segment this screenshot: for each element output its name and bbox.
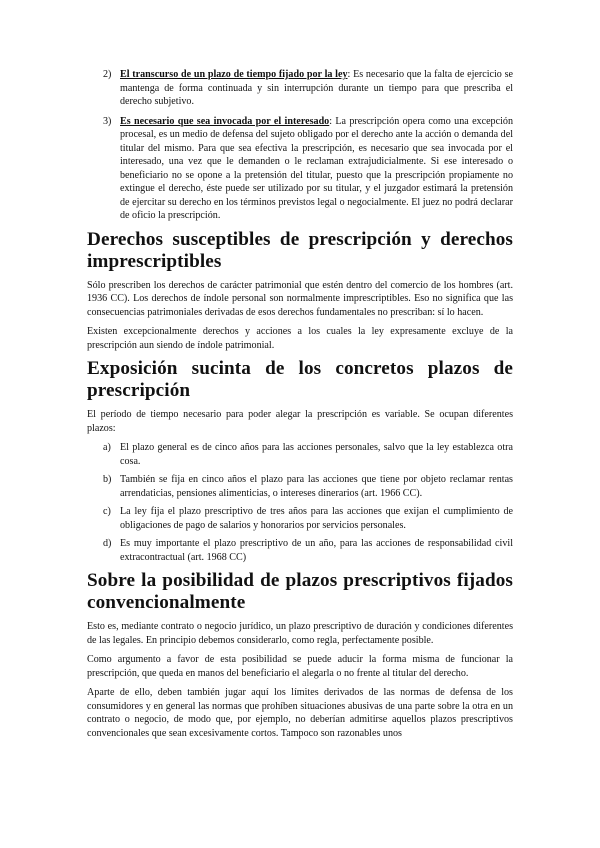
paragraph: Aparte de ello, deben también jugar aquí los límites derivados de las normas de defensa de los consumidores y en general las normas que prohíben situaciones abusivas de una parte sobre la otra en un contrato o negocio, de modo que, por ejemplo, no deberían admitirse aquellos plazos prescriptivos convencionales que sean excesivamente cortos. Tampoco son razonables unos	[87, 687, 513, 739]
section-heading-plazos: Exposición sucinta de los concretos plazos de prescripción	[87, 358, 513, 401]
item-number: 3)	[103, 115, 112, 127]
item-title: El transcurso de un plazo de tiempo fijado por la ley	[120, 69, 348, 80]
paragraph: Sólo prescriben los derechos de carácter patrimonial que estén dentro del comercio de los hombres (art. 1936 CC). Los derechos de índole personal son normalmente imprescriptibles. Eso no significa que las consecuencias patrimoniales derivadas de esos derechos fundamentales no prescriban: sí lo hacen.	[87, 279, 513, 318]
section-heading-convencionales: Sobre la posibilidad de plazos prescriptivos fijados convencionalmente	[87, 570, 513, 613]
item-letter: a)	[103, 442, 111, 453]
item-text: Es muy importante el plazo prescriptivo de un año, para las acciones de responsabilidad civil extracontractual (art. 1968 CC)	[120, 538, 513, 563]
item-letter: d)	[103, 538, 112, 549]
requirements-list	[87, 68, 513, 223]
list-item	[87, 441, 513, 468]
item-letter: c)	[103, 506, 111, 517]
paragraph: Existen excepcionalmente derechos y acciones a los cuales la ley expresamente excluye de la prescripción aun siendo de índole patrimonial.	[87, 326, 513, 351]
item-text: : Es necesario que la falta de ejercicio se mantenga de forma continuada y sin interrupción durante un tiempo para que prescriba el derecho subjetivo.	[120, 69, 513, 107]
item-text: También se fija en cinco años el plazo para las acciones que tiene por objeto reclamar rentas arrendaticias, pensiones alimenticias, o intereses dinerarios (art. 1966 CC).	[120, 474, 513, 499]
item-text: La ley fija el plazo prescriptivo de tres años para las acciones que exijan el cumplimiento de obligaciones de pago de salarios y honorarios por servicios personales.	[120, 506, 513, 531]
item-number: 2)	[103, 69, 112, 80]
item-text: : La prescripción opera como una excepción procesal, es un medio de defensa del sujeto obligado por el derecho ante la acción o demanda del titular del mismo. Para que sea efectiva la prescripción, es necesario que sea invocada por el interesado, una vez que le demanden o le reclaman extrajudicialmente. Si ese interesado o beneficiario no se opone a la pretensión del titular, puesto que la prescripción propiamente no extingue el derecho, éste puede ser utilizado por su titular, y el juzgador estimará la pretensión de ejercitar su derecho en los términos previstos legal o negocialmente. El juez no podrá declarar de oficio la prescripción.	[120, 115, 513, 221]
list-item	[87, 68, 513, 109]
list-item	[87, 473, 513, 500]
paragraph: Como argumento a favor de esta posibilidad se puede aducir la forma misma de funcionar la prescripción, que queda en manos del beneficiario el alegarla o no frente al titular del derecho.	[87, 654, 513, 679]
list-item	[87, 505, 513, 532]
item-title: Es necesario que sea invocada por el interesado	[120, 115, 330, 127]
section-heading-imprescriptibles: Derechos susceptibles de prescripción y derechos imprescriptibles	[87, 228, 513, 272]
item-letter: b)	[103, 474, 112, 485]
list-item	[87, 537, 513, 564]
list-item	[87, 115, 513, 223]
paragraph: Esto es, mediante contrato o negocio jurídico, un plazo prescriptivo de duración y condiciones diferentes de las legales. En principio debemos considerarlo, como regla, perfectamente posible.	[87, 621, 513, 646]
paragraph: El período de tiempo necesario para poder alegar la prescripción es variable. Se ocupan diferentes plazos:	[87, 409, 513, 434]
item-text: El plazo general es de cinco años para las acciones personales, salvo que la ley establezca otra cosa.	[120, 442, 513, 467]
plazos-list	[87, 441, 513, 564]
